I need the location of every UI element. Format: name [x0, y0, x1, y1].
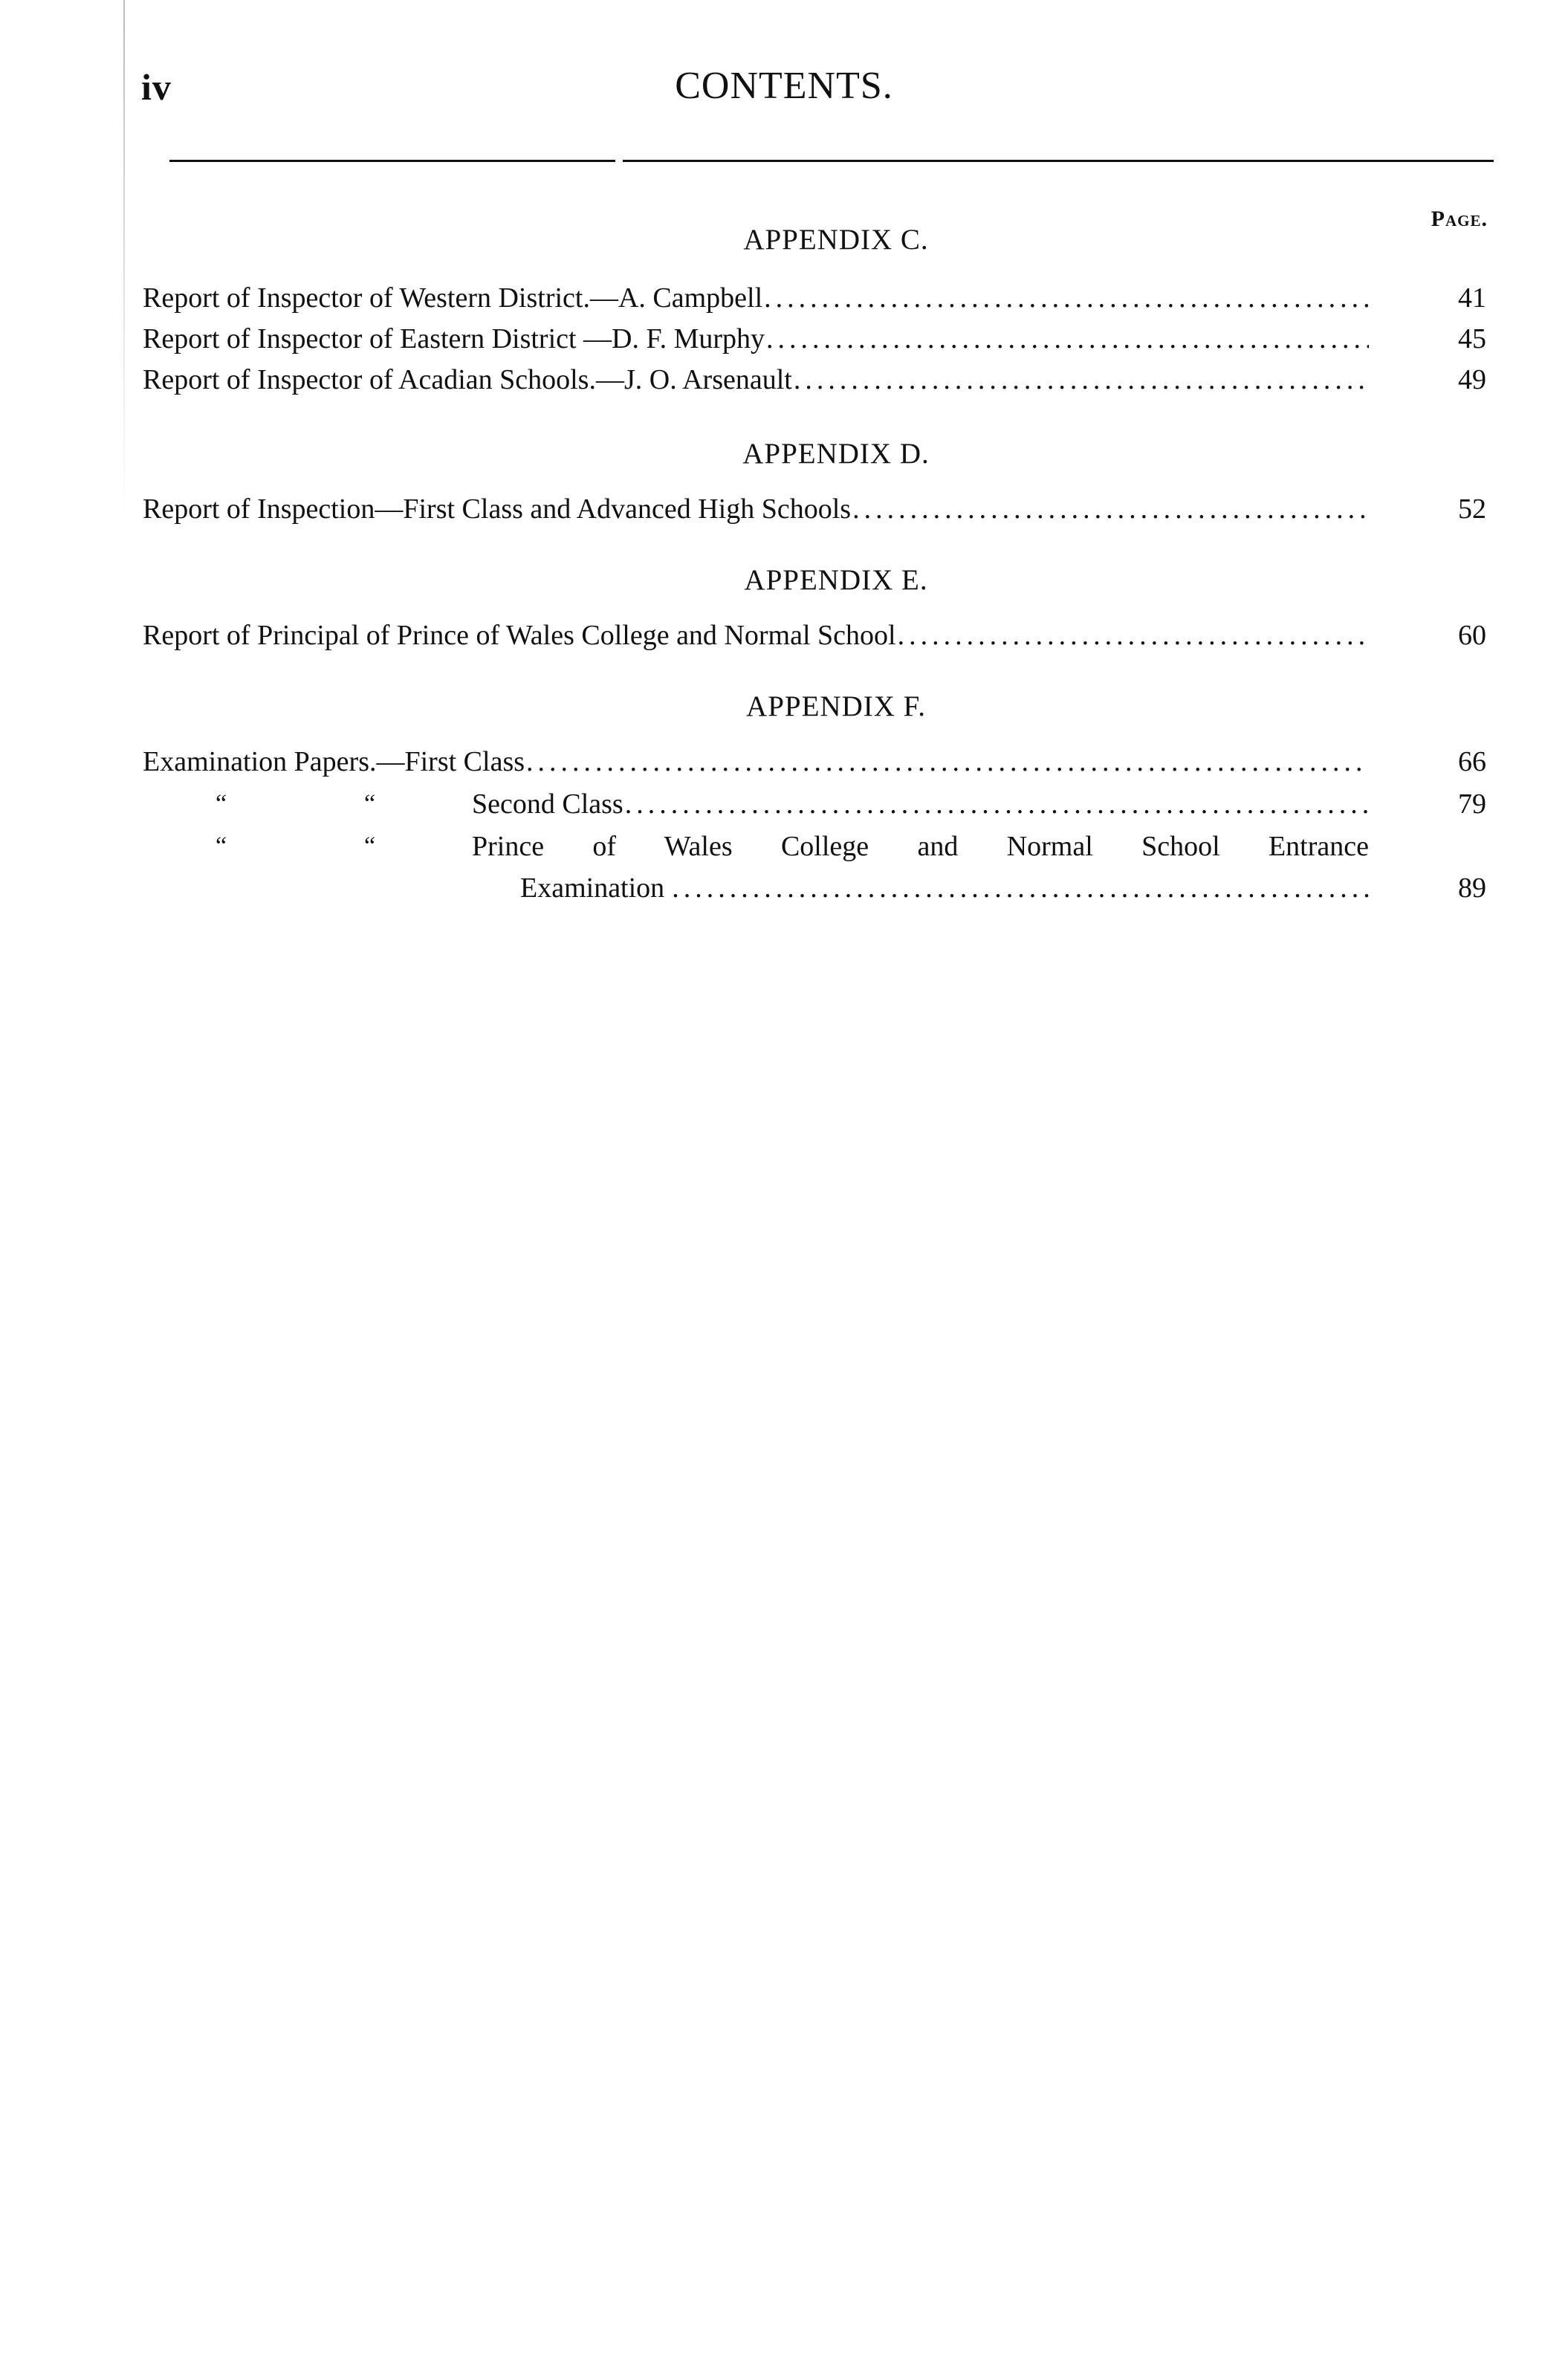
- toc-entry-page: 45: [1458, 323, 1486, 354]
- toc-entry: [143, 361, 1486, 398]
- toc-entry-page: 89: [1458, 872, 1486, 904]
- toc-entry: [520, 869, 1486, 907]
- toc-entry-page: 66: [1458, 746, 1486, 777]
- ditto-mark: “: [216, 832, 227, 860]
- toc-entry-label: Examination Papers.—First Class: [143, 746, 525, 777]
- toc-entry: [143, 743, 1486, 780]
- dot-leader: [898, 617, 1369, 654]
- toc-entry-label-line2: Examination: [520, 872, 665, 904]
- toc-entry-page: 79: [1458, 788, 1486, 820]
- toc-entry-page: 49: [1458, 364, 1486, 395]
- page-column-label: Page.: [1431, 207, 1488, 231]
- dot-leader: [764, 279, 1369, 317]
- header-rule-right: [623, 160, 1494, 162]
- toc-entry-label: Report of Inspection—First Class and Advanced High Schools: [143, 493, 852, 525]
- appendix-c-heading: APPENDIX C.: [743, 224, 929, 256]
- toc-entry-page: 52: [1458, 493, 1486, 525]
- toc-entry-label: Report of Inspector of Eastern District —D. F. Murphy: [143, 323, 765, 354]
- dot-leader: [526, 743, 1369, 780]
- toc-entry: [472, 785, 1486, 823]
- toc-entry-label: Report of Inspector of Western District.—A. Campbell: [143, 282, 763, 314]
- toc-entry-label: Second Class: [472, 788, 623, 820]
- appendix-f-heading: APPENDIX F.: [746, 690, 926, 722]
- dot-leader: [625, 785, 1369, 823]
- dot-leader: [672, 869, 1369, 907]
- dot-leader: [852, 490, 1369, 528]
- ditto-mark: “: [216, 790, 227, 817]
- toc-entry: [143, 617, 1486, 654]
- toc-entry: [143, 320, 1486, 357]
- toc-entry-label-line1: Prince of Wales College and Normal School Entrance: [472, 831, 1369, 862]
- ditto-mark: “: [364, 832, 376, 860]
- ditto-mark: “: [364, 790, 376, 817]
- page-title: CONTENTS.: [675, 65, 893, 107]
- toc-entry-page: 60: [1458, 620, 1486, 651]
- toc-entry-label: Report of Principal of Prince of Wales College and Normal School: [143, 620, 896, 651]
- toc-entry-page: 41: [1458, 282, 1486, 314]
- toc-entry: [143, 490, 1486, 528]
- toc-entry: [143, 279, 1486, 317]
- appendix-d-heading: APPENDIX D.: [742, 438, 930, 470]
- header-rule-left: [169, 160, 615, 162]
- dot-leader: [794, 361, 1369, 398]
- page-number: iv: [141, 66, 172, 108]
- dot-leader: [766, 320, 1369, 357]
- appendix-e-heading: APPENDIX E.: [744, 564, 928, 596]
- toc-entry-label: Report of Inspector of Acadian Schools.—J. O. Arsenault: [143, 364, 792, 395]
